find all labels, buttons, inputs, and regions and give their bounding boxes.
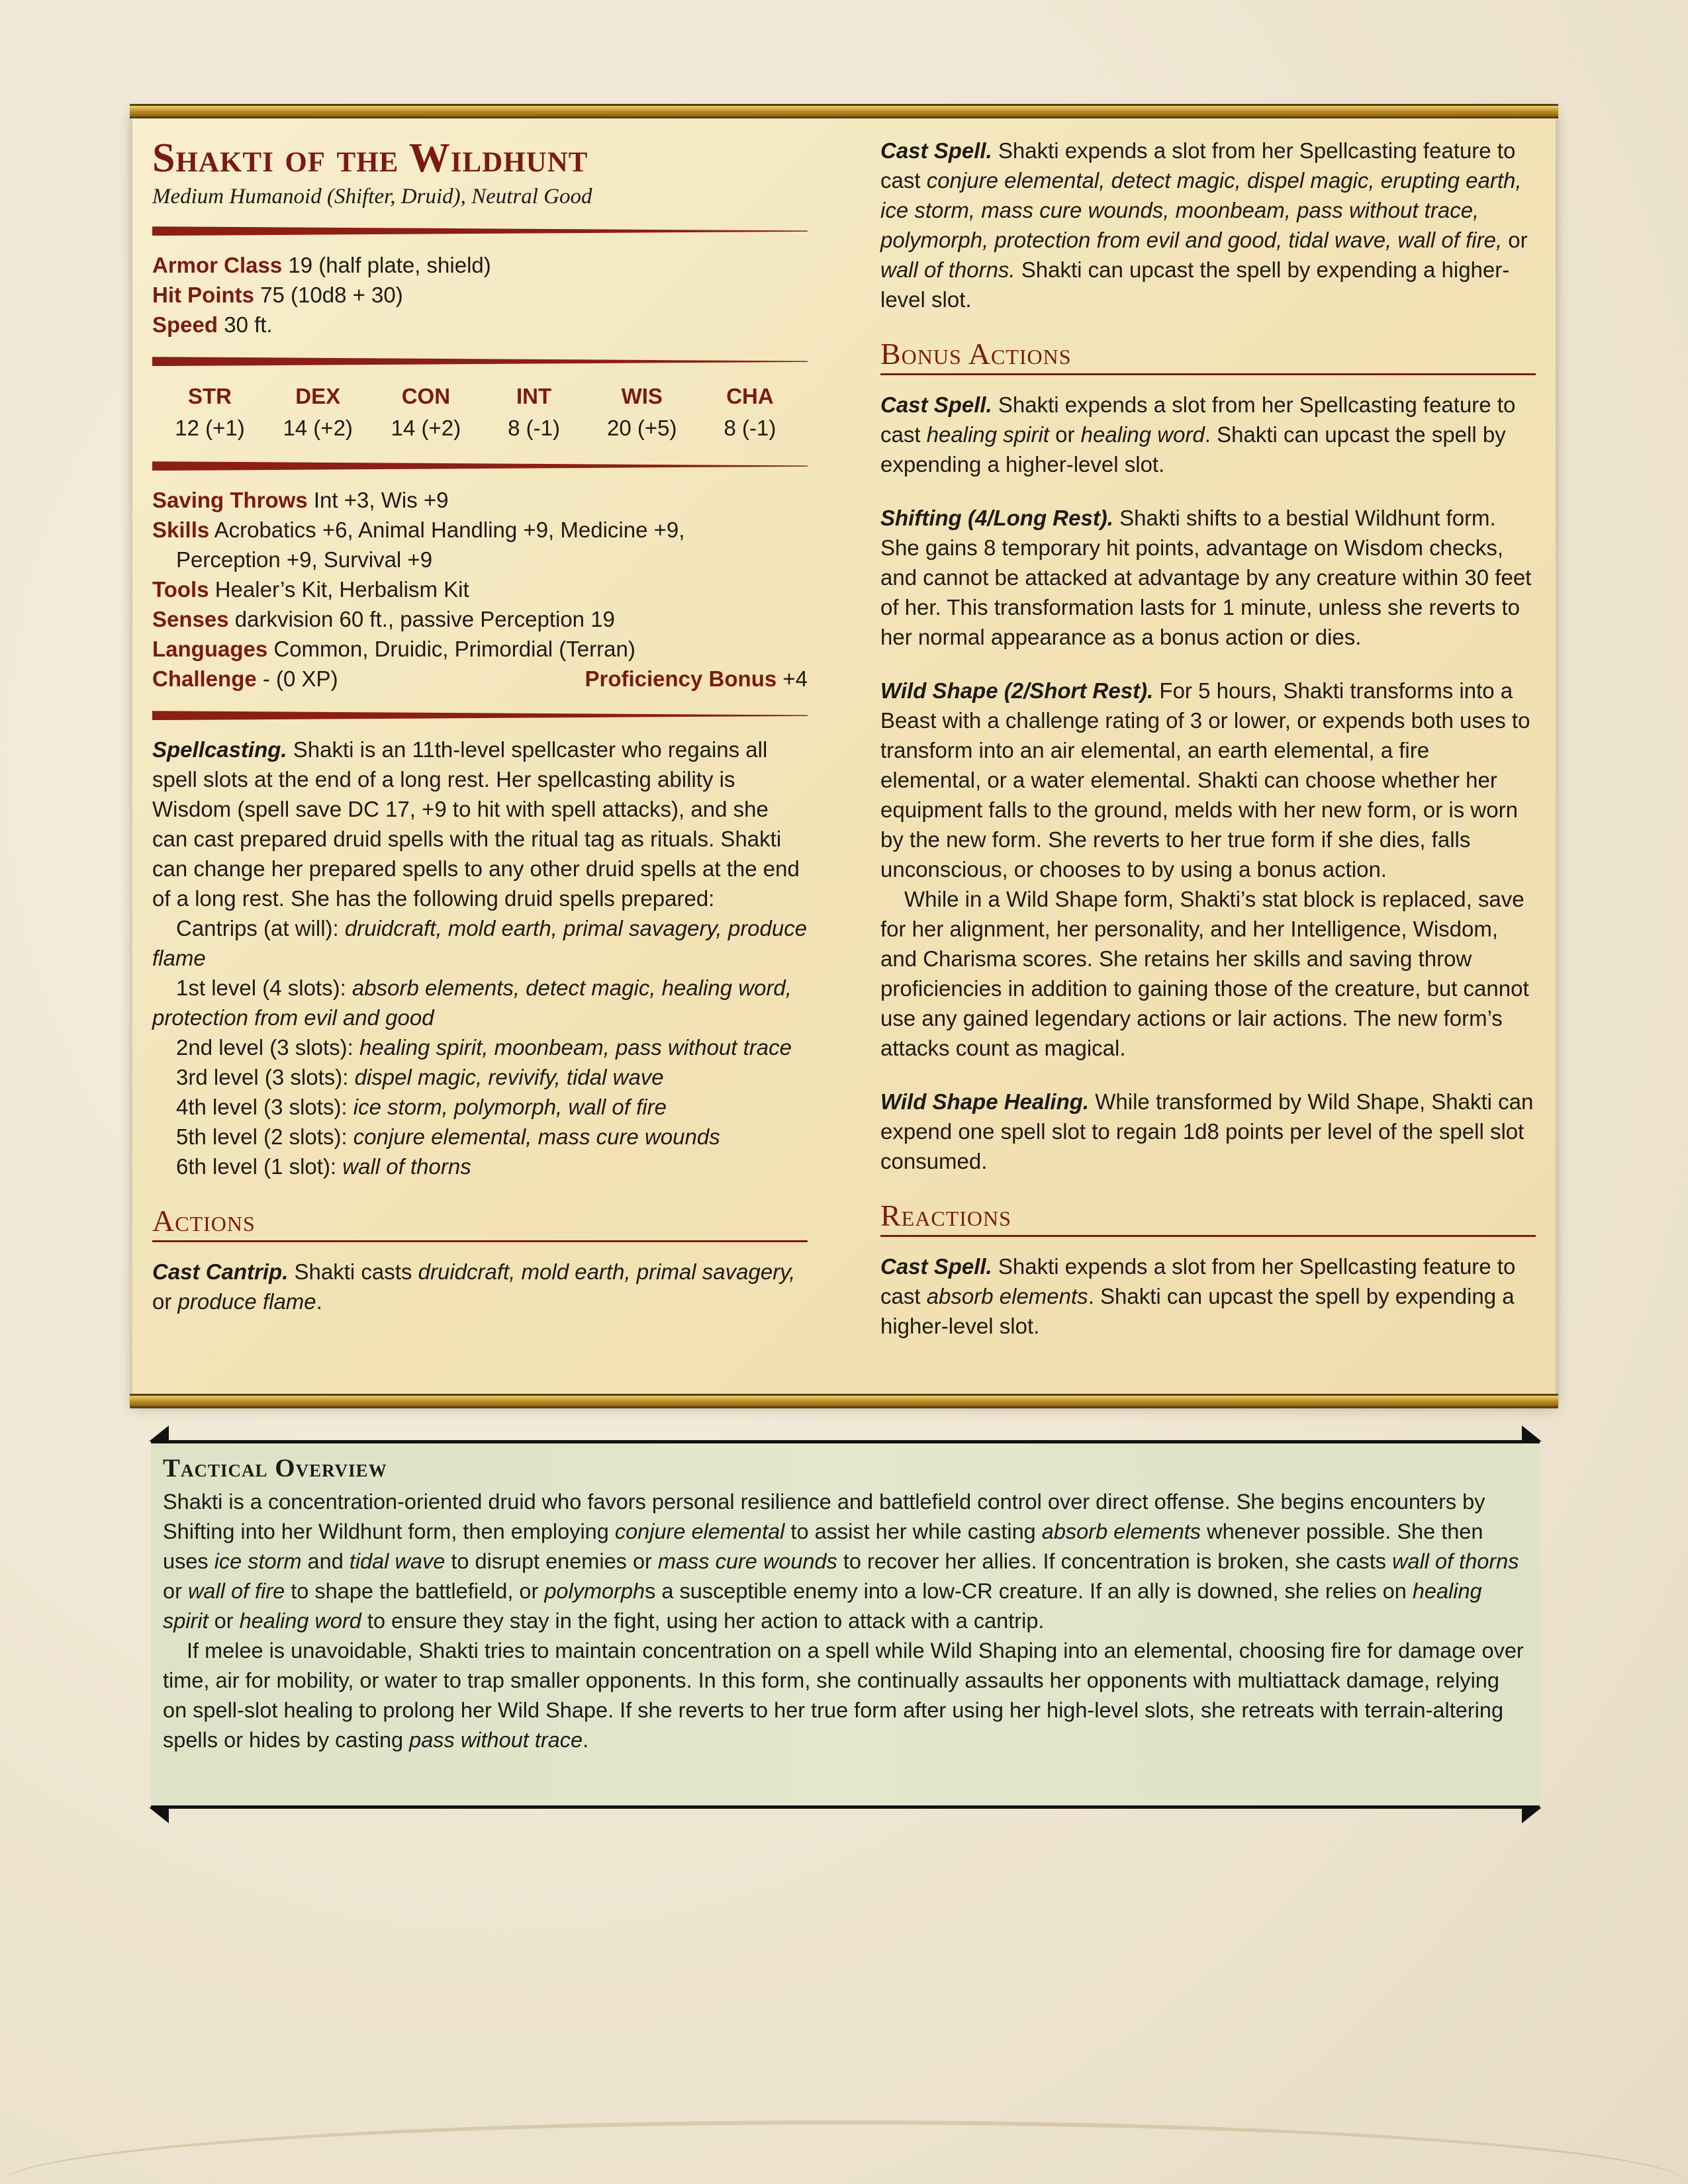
spacer [880, 652, 1536, 676]
spell-level-label: 1st level (4 slots): [176, 976, 352, 1001]
wild-shape-bonus-action [880, 676, 1536, 884]
spell-name: healing spirit [926, 422, 1049, 447]
senses-value: darkvision 60 ft., passive Perception 19 [234, 607, 615, 632]
spell-name: ice storm [214, 1549, 302, 1573]
spell-level-label: 2nd level (3 slots): [176, 1035, 359, 1060]
ability-value: 14 (+2) [391, 416, 461, 441]
text-run: or [1049, 422, 1081, 447]
text-run: or [1502, 228, 1528, 252]
text-run: and [301, 1549, 350, 1573]
text-run: to shape the battlefield, or [285, 1579, 545, 1603]
hit-points-value: 75 (10d8 + 30) [260, 283, 403, 308]
challenge [152, 664, 338, 694]
monster-type: Medium Humanoid (Shifter, Druid), Neutral Good [152, 185, 592, 209]
text-run: Shakti casts [288, 1259, 418, 1285]
challenge-label: Challenge [152, 666, 257, 692]
saving-throws-label: Saving Throws [152, 488, 308, 513]
spell-name: healing spirit [163, 1579, 1482, 1633]
spell-list: wall of thorns [342, 1154, 471, 1179]
speed-label: Speed [152, 312, 218, 338]
text-run: . [316, 1289, 322, 1314]
reaction-cast-spell-title: Cast Spell. [880, 1253, 992, 1279]
spell-level-label: 4th level (3 slots): [176, 1095, 353, 1120]
proficiency-bonus-label: Proficiency Bonus [585, 666, 777, 692]
sidebar-top-rule [151, 1440, 1540, 1443]
spell-name: conjure elemental, detect magic, dispel magic, erupting earth, ice storm, mass cure wounds, moonbeam, pass without trace, polymorph, protection from evil and good, tidal wave, wall of fire, [880, 168, 1522, 252]
text-run: If melee is unavoidable, Shakti tries to maintain concentration on a spell while Wild Shaping into an elemental, choosing fire for damage over time, air for mobility, or water to trap smaller opponents. In this form, she continually assaults her opponents with multiattack damage, relying on spell-slot healing to prolong her Wild Shape. If she reverts to her true form after using her high-level slots, she retreats with terrain-altering spells or hides by casting [163, 1639, 1524, 1752]
armor-class-value: 19 (half plate, shield) [288, 253, 491, 278]
spell-level-row [152, 1032, 808, 1062]
spell-name: absorb elements [1041, 1520, 1201, 1543]
spell-name: healing word [1080, 422, 1205, 447]
ability-name: INT [516, 384, 552, 409]
armor-class-label: Armor Class [152, 253, 283, 278]
text-run: Shakti can upcast the spell by expending a higher-level slot. [880, 257, 1510, 312]
text-run: to assist her while casting [784, 1520, 1042, 1543]
stat-block-top-bar [130, 104, 1558, 118]
divider [152, 357, 808, 366]
ability-scores [152, 381, 808, 444]
spell-level-label: 6th level (1 slot): [176, 1154, 343, 1179]
shifting-bonus-action [880, 503, 1536, 652]
bonus-actions-heading: Bonus Actions [880, 337, 1536, 375]
tactical-overview-title: Tactical Overview [163, 1454, 387, 1482]
challenge-value: - (0 XP) [262, 666, 338, 692]
hit-points [152, 280, 808, 310]
spell-list: dispel magic, revivify, tidal wave [354, 1065, 664, 1090]
spell-level-label: 3rd level (3 slots): [176, 1065, 355, 1090]
spell-name: pass without trace [409, 1728, 583, 1752]
ability-name: DEX [295, 384, 341, 409]
spell-list: absorb elements, detect magic, healing word, protection from evil and good [152, 976, 792, 1030]
text-run: or [152, 1289, 178, 1314]
stat-block-right-column [880, 136, 1536, 1341]
spell-name: wall of thorns. [880, 257, 1015, 282]
actions-heading: Actions [152, 1204, 808, 1242]
skills-value-continued: Perception +9, Survival +9 [176, 547, 433, 572]
spell-level-row [152, 973, 808, 1032]
tools-label: Tools [152, 577, 209, 602]
ability-value: 8 (-1) [508, 416, 560, 441]
wild-shape-title: Wild Shape (2/Short Rest). [880, 678, 1154, 703]
text-run: . Shakti can upcast the spell by expending a higher-level slot. [880, 422, 1506, 477]
bonus-cast-spell [880, 390, 1536, 479]
tools-value: Healer’s Kit, Herbalism Kit [214, 577, 469, 602]
reaction-cast-spell [880, 1251, 1536, 1341]
corner-ornament [1522, 1426, 1542, 1441]
spell-name: wall of fire [187, 1579, 285, 1603]
corner-ornament [1522, 1807, 1542, 1823]
text-run: or [163, 1579, 188, 1603]
ability-cha [700, 381, 800, 444]
spellcasting-trait [152, 735, 808, 913]
ability-value: 20 (+5) [607, 416, 677, 441]
wild-shape-healing-text: While transformed by Wild Shape, Shakti can expend one spell slot to regain 1d8 points per level of the spell slot consumed. [880, 1089, 1534, 1173]
text-run: to disrupt enemies or [445, 1549, 658, 1573]
spellcasting-text: Shakti is an 11th-level spellcaster who regains all spell slots at the end of a long rest. Her spellcasting ability is Wisdom (spell save DC 17, +9 to hit with spell attacks), and she can cast prepared druid spells with the ritual tag as rituals. Shakti can change her prepared spells to any other druid spells at the end of a long rest. She has the following druid spells prepared: [152, 737, 800, 911]
ability-dex [268, 381, 367, 444]
spell-list: druidcraft, mold earth, primal savagery, produce flame [152, 916, 808, 971]
spell-name: mass cure wounds [657, 1549, 837, 1573]
spell-level-row [152, 1062, 808, 1092]
text-run: . [583, 1728, 589, 1752]
wild-shape-text: For 5 hours, Shakti transforms into a Beast with a challenge rating of 3 or lower, or expends both uses to transform into an air elemental, an earth elemental, a fire elemental, or a water elemental. Shakti can choose whether her equipment falls to the ground, melds with her new form, or is worn by the new form. She reverts to her true form if she dies, falls unconscious, or chooses to by using a bonus action. [880, 678, 1530, 882]
skills [152, 515, 808, 574]
bonus-cast-spell-title: Cast Spell. [880, 392, 992, 417]
shifting-title: Shifting (4/Long Rest). [880, 505, 1113, 530]
spell-level-row [152, 913, 808, 973]
cast-spell-title: Cast Spell. [880, 138, 992, 163]
text-run: or [208, 1609, 240, 1633]
proficiency-bonus [585, 664, 808, 694]
spell-level-label: 5th level (2 slots): [176, 1124, 353, 1150]
text-run: Shakti is a concentration-oriented druid who favors personal resilience and battlefield control over direct offense. She begins encounters by Shifting into her Wildhunt form, then employing [163, 1490, 1485, 1543]
shifting-text: Shakti shifts to a bestial Wildhunt form. She gains 8 temporary hit points, advantage on Wisdom checks, and cannot be attacked at advantage by any creature within 30 feet of her. This transformation lasts for 1 minute, unless she reverts to her normal appearance as a bonus action or dies. [880, 505, 1532, 649]
divider [152, 711, 808, 720]
divider [152, 461, 808, 471]
corner-ornament [149, 1426, 169, 1441]
spacer [880, 479, 1536, 503]
spell-name: wall of thorns [1392, 1549, 1519, 1573]
spell-name: conjure elemental [614, 1520, 785, 1543]
monster-name: Shakti of the Wildhunt [152, 136, 588, 181]
ability-con [376, 381, 475, 444]
spell-level-row [152, 1092, 808, 1122]
spell-name: tidal wave [349, 1549, 445, 1573]
spell-name: healing word [239, 1609, 361, 1633]
spell-list: healing spirit, moonbeam, pass without trace [359, 1035, 792, 1060]
cast-cantrip-title: Cast Cantrip. [152, 1259, 289, 1285]
text-run: Shakti expends a slot from her Spellcasting feature to cast [880, 1253, 1516, 1308]
languages-value: Common, Druidic, Primordial (Terran) [273, 637, 635, 662]
stat-block-bottom-bar [130, 1394, 1558, 1408]
speed-value: 30 ft. [224, 312, 273, 338]
ability-value: 8 (-1) [724, 416, 776, 441]
speed [152, 310, 808, 340]
ability-int [485, 381, 584, 444]
spell-list: ice storm, polymorph, wall of fire [353, 1095, 667, 1120]
languages-label: Languages [152, 637, 268, 662]
ability-value: 14 (+2) [283, 416, 353, 441]
ability-wis [592, 381, 692, 444]
armor-class [152, 250, 808, 280]
spell-level-label: Cantrips (at will): [176, 916, 345, 941]
text-run: . Shakti can upcast the spell by expending a higher-level slot. [880, 1283, 1515, 1338]
tools [152, 574, 808, 604]
saving-throws [152, 485, 808, 515]
sidebar-bottom-rule [151, 1805, 1540, 1809]
tactical-paragraph-1 [163, 1487, 1528, 1636]
corner-ornament [149, 1807, 169, 1823]
tactical-paragraph-2 [163, 1636, 1528, 1755]
ability-value: 12 (+1) [175, 416, 245, 441]
ability-name: WIS [621, 384, 663, 409]
senses-label: Senses [152, 607, 229, 632]
tactical-overview-box [151, 1441, 1540, 1807]
spell-name: druidcraft, mold earth, primal savagery, [418, 1259, 796, 1285]
ability-name: CON [401, 384, 451, 409]
wild-shape-text-continued: While in a Wild Shape form, Shakti’s stat block is replaced, save for her alignment, her personality, and her Intelligence, Wisdom, and Charisma scores. She retains her skills and saving throw proficiencies in addition to gaining those of the creature, but cannot use any gained legendary actions or lair actions. The new form’s attacks count as magical. [880, 886, 1529, 1060]
text-run: s a susceptible enemy into a low-CR creature. If an ally is downed, she relies on [645, 1579, 1413, 1603]
languages [152, 634, 808, 664]
spell-list: conjure elemental, mass cure wounds [353, 1124, 720, 1150]
spell-level-row [152, 1122, 808, 1152]
cast-cantrip-action [152, 1257, 808, 1316]
page-edge-decoration [0, 2120, 1688, 2184]
ability-str [160, 381, 259, 444]
saving-throws-value: Int +3, Wis +9 [313, 488, 449, 513]
spellcasting-title: Spellcasting. [152, 737, 287, 762]
divider [152, 226, 808, 236]
senses [152, 604, 808, 634]
wild-shape-healing-title: Wild Shape Healing. [880, 1089, 1090, 1114]
spell-level-row [152, 1152, 808, 1181]
reactions-heading: Reactions [880, 1199, 1536, 1237]
proficiency-bonus-value: +4 [782, 666, 808, 692]
text-run: to recover her allies. If concentration is broken, she casts [837, 1549, 1393, 1573]
cast-spell-action [880, 136, 1536, 314]
stat-block-left-column [152, 136, 808, 1316]
ability-name: STR [188, 384, 232, 409]
challenge-row [152, 664, 808, 694]
text-run: Shakti expends a slot from her Spellcasting feature to cast [880, 392, 1516, 447]
spell-name: produce flame [177, 1289, 316, 1314]
wild-shape-healing [880, 1087, 1536, 1176]
text-run: whenever possible. She then uses [163, 1520, 1483, 1573]
spell-name: absorb elements [926, 1283, 1088, 1308]
skills-value: Acrobatics +6, Animal Handling +9, Medicine +9, [214, 518, 685, 543]
skills-label: Skills [152, 518, 210, 543]
stat-block [132, 109, 1556, 1403]
hit-points-label: Hit Points [152, 283, 254, 308]
text-run: to ensure they stay in the fight, using her action to attack with a cantrip. [361, 1609, 1045, 1633]
text-run: Shakti expends a slot from her Spellcasting feature to cast [880, 138, 1516, 193]
ability-name: CHA [726, 384, 774, 409]
spacer [880, 1063, 1536, 1087]
spell-name: polymorph [544, 1579, 645, 1603]
